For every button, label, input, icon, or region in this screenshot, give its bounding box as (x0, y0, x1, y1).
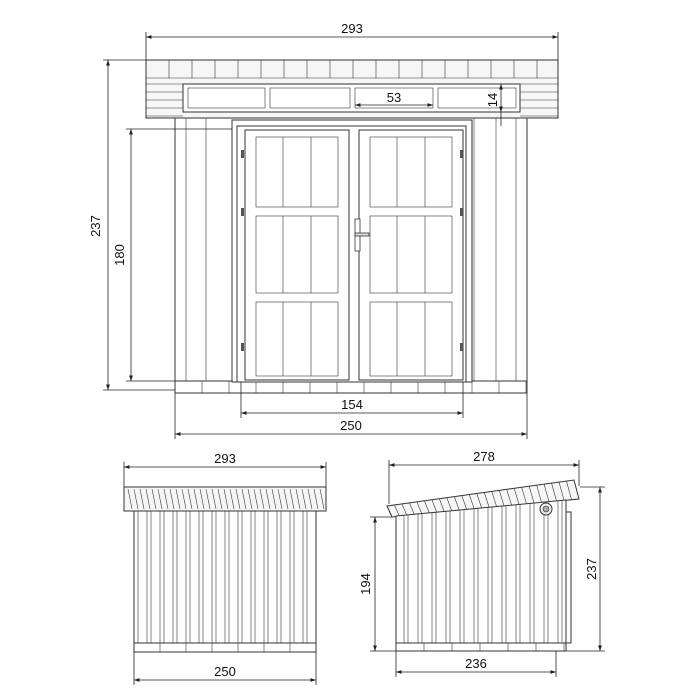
window-height-label: 14 (485, 92, 500, 108)
hinge-icon (241, 150, 244, 158)
right-door-leaf (359, 130, 463, 380)
side-total-height-label: 237 (584, 558, 599, 580)
rear-base-width-label: 250 (214, 664, 236, 679)
front-roof (146, 60, 558, 118)
hinge-icon (460, 208, 463, 216)
side-base-depth-label: 236 (465, 656, 487, 671)
double-door (232, 120, 472, 382)
side-wall (396, 500, 571, 651)
side-wall-height-label: 194 (358, 573, 373, 595)
rear-roof (124, 487, 326, 511)
side-roof-depth-label: 278 (473, 449, 495, 464)
left-door-leaf (241, 130, 349, 380)
door-height-label: 180 (112, 244, 127, 266)
rear-roof-width-label: 293 (214, 451, 236, 466)
front-view (88, 21, 558, 439)
rear-view (124, 451, 326, 685)
window-width-label: 53 (386, 90, 402, 105)
hinge-icon (460, 343, 463, 351)
hinge-icon (241, 208, 244, 216)
side-view (358, 449, 605, 677)
front-base-width-label: 250 (340, 418, 362, 433)
transom-windows (183, 84, 520, 112)
hinge-icon (241, 343, 244, 351)
front-total-height-label: 237 (88, 215, 103, 237)
hinge-icon (460, 150, 463, 158)
front-roof-width-label: 293 (341, 21, 363, 36)
rear-wall (134, 511, 316, 652)
door-width-label: 154 (341, 397, 363, 412)
